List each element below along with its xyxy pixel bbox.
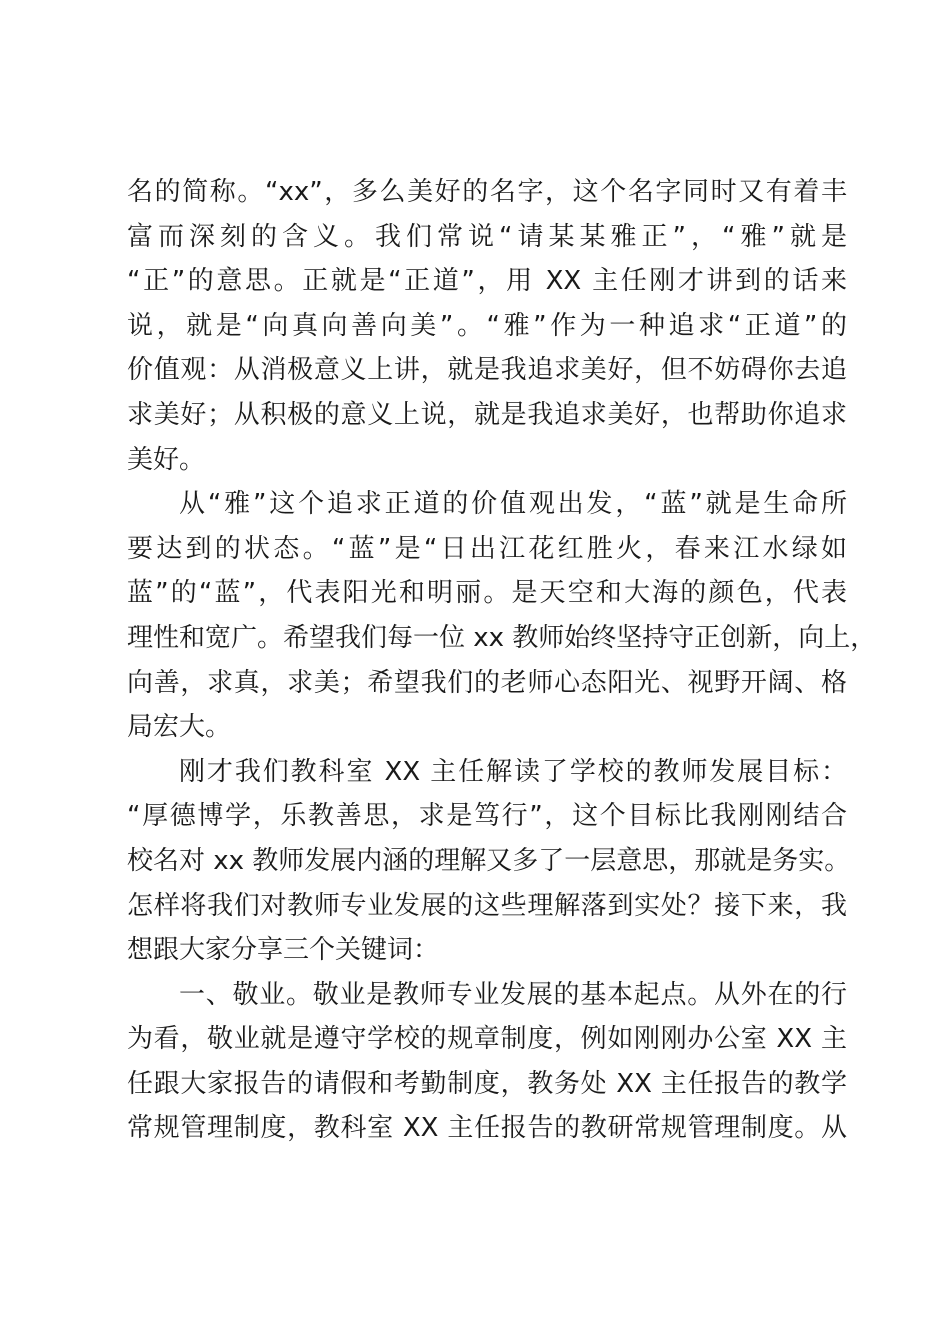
text-line: 校名对 xx 教师发展内涵的理解又多了一层意思，那就是务实。 (127, 845, 851, 876)
text-line: 常规管理制度，教科室 XX 主任报告的教研常规管理制度。从 (127, 1113, 847, 1144)
paragraph-4 (127, 973, 847, 1151)
paragraph-1 (127, 170, 847, 482)
text-line: 要达到的状态。“蓝”是“日出江花红胜火，春来江水绿如 (127, 533, 847, 564)
paragraph-2 (127, 482, 877, 750)
text-line: “厚德博学，乐教善思，求是笃行”，这个目标比我刚刚结合 (127, 801, 847, 832)
text-line: 名的简称。“xx”，多么美好的名字，这个名字同时又有着丰 (127, 177, 847, 207)
text-line: 想跟大家分享三个关键词： (127, 935, 440, 966)
text-line: “正”的意思。正就是“正道”，用 XX 主任刚才讲到的话来 (127, 266, 847, 297)
text-line: 蓝”的“蓝”，代表阳光和明丽。是天空和大海的颜色，代表 (127, 578, 847, 609)
text-line: 任跟大家报告的请假和考勤制度，教务处 XX 主任报告的教学 (127, 1068, 847, 1099)
text-line: 局宏大。 (127, 712, 232, 743)
text-line: 价值观：从消极意义上讲，就是我追求美好，但不妨碍你去追 (127, 355, 847, 386)
paragraph-3 (127, 750, 851, 973)
text-line: 从“雅”这个追求正道的价值观出发，“蓝”就是生命所 (179, 489, 847, 520)
document-body (127, 170, 877, 1151)
text-line: 求美好；从积极的意义上说，就是我追求美好，也帮助你追求 (127, 399, 847, 430)
text-line: 一、敬业。敬业是教师专业发展的基本起点。从外在的行 (179, 979, 847, 1010)
text-line: 怎样将我们对教师专业发展的这些理解落到实处？接下来，我 (127, 890, 847, 921)
text-line: 理性和宽广。希望我们每一位 xx 教师始终坚持守正创新，向上， (127, 622, 877, 653)
text-line: 美好。 (127, 444, 206, 475)
text-line: 富而深刻的含义。我们常说“请某某雅正”，“雅”就是 (127, 221, 847, 252)
text-line: 刚才我们教科室 XX 主任解读了学校的教师发展目标： (179, 756, 847, 787)
text-line: 为看，敬业就是遵守学校的规章制度，例如刚刚办公室 XX 主 (127, 1024, 847, 1055)
text-line: 向善，求真，求美；希望我们的老师心态阳光、视野开阔、格 (127, 667, 847, 698)
text-line: 说，就是“向真向善向美”。“雅”作为一种追求“正道”的 (127, 310, 847, 341)
